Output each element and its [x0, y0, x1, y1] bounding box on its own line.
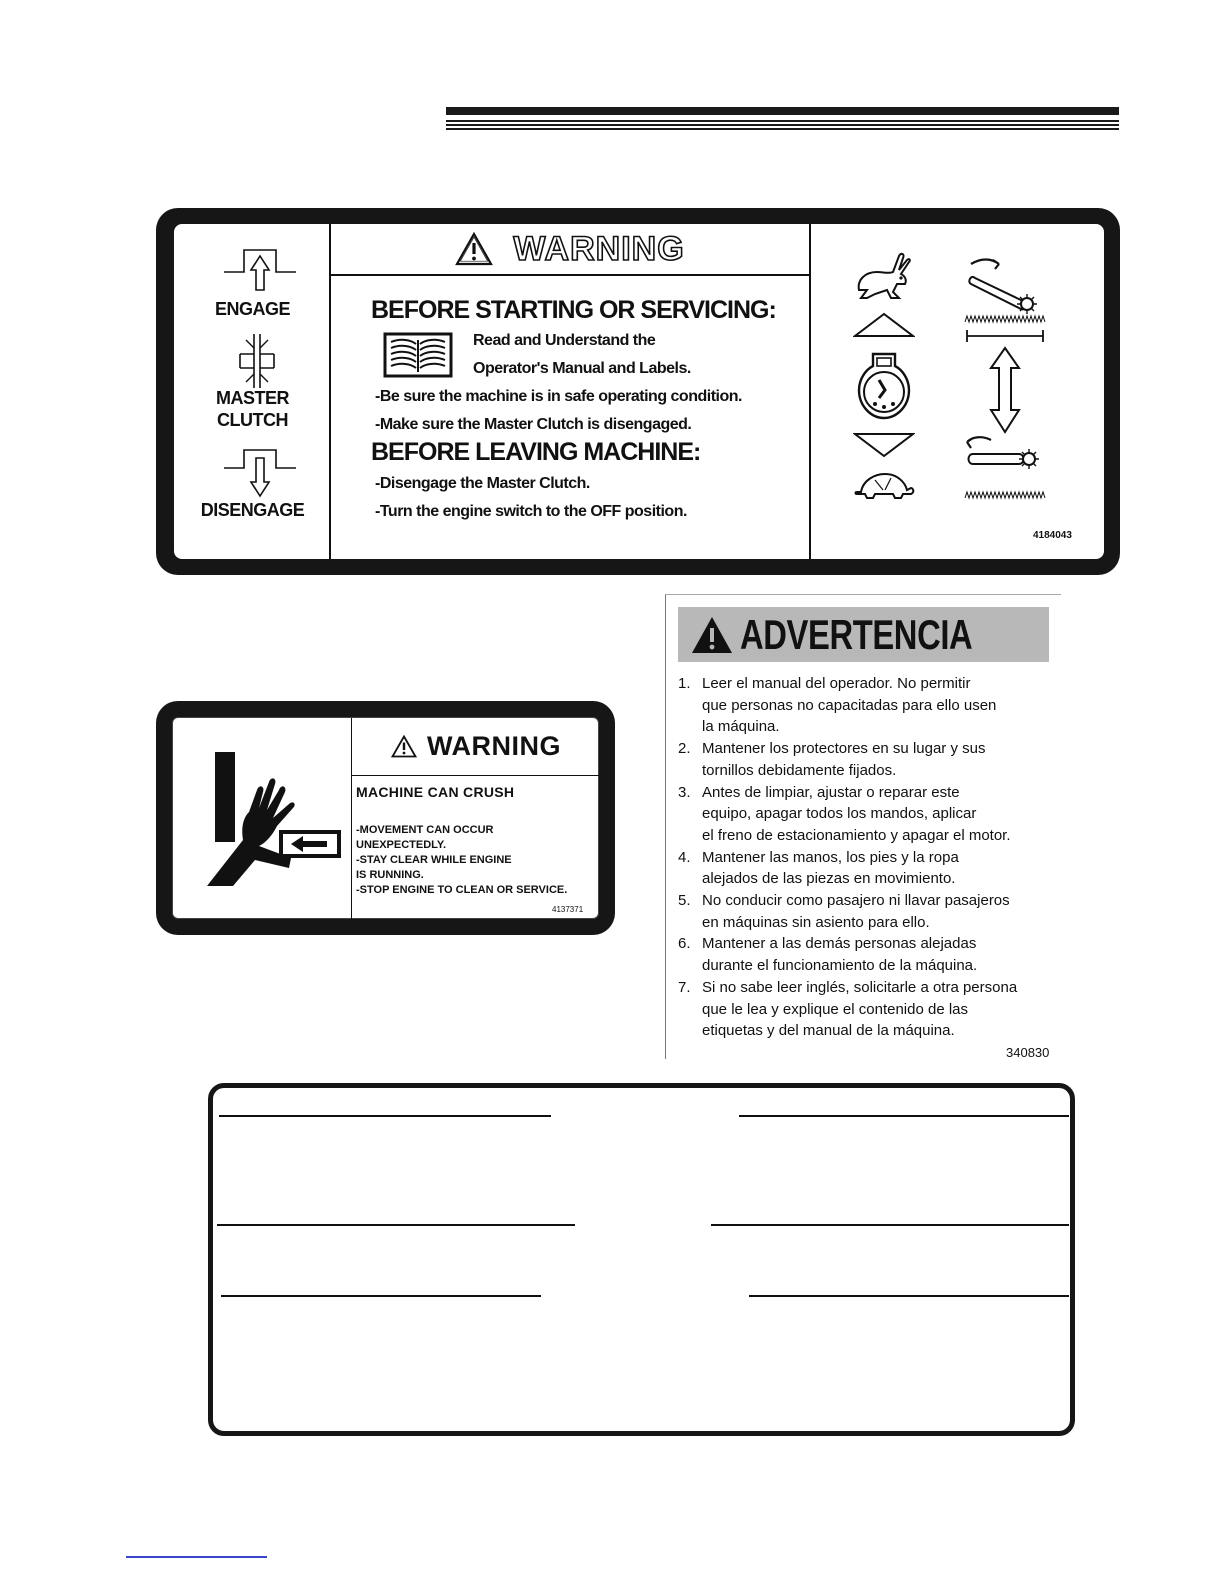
master-clutch-line: -Make sure the Master Clutch is disengaged.: [375, 416, 692, 433]
raise-deck-icon: [961, 254, 1051, 324]
disengage-clutch-line: -Disengage the Master Clutch.: [375, 475, 590, 492]
crush-line-2: UNEXPECTEDLY.: [356, 839, 447, 851]
item-number: 6.: [678, 935, 691, 953]
clutch-label: CLUTCH: [217, 410, 288, 430]
part-number-340830: 340830: [1006, 1045, 1050, 1060]
crush-line-3: -STAY CLEAR WHILE ENGINE: [356, 854, 512, 866]
rule-line: [739, 1115, 1069, 1117]
clutch-panel: [174, 224, 331, 559]
before-leaving-heading: BEFORE LEAVING MACHINE:: [371, 438, 701, 466]
warning-triangle-icon: [391, 735, 417, 758]
item-number: 2.: [678, 740, 691, 758]
header-rule-thin-1: [446, 120, 1119, 122]
advertencia-title: ADVERTENCIA: [740, 610, 973, 658]
warning-triangle-solid-icon: [690, 615, 734, 655]
advertencia-list: [678, 673, 1058, 1042]
engine-off-line: -Turn the engine switch to the OFF position.: [375, 503, 687, 520]
crush-text-panel: [351, 718, 600, 920]
triangle-down-icon: [853, 432, 915, 458]
rule-line: [219, 1115, 551, 1117]
crushing-hand-icon: [203, 748, 343, 888]
rule-line: [217, 1224, 575, 1226]
warning-title-bar: [331, 224, 809, 276]
lower-deck-icon: [961, 434, 1051, 502]
warning-decal-body: [174, 224, 1104, 559]
list-item: [678, 847, 1058, 890]
throttle-knob-icon: [857, 350, 911, 420]
item-number: 7.: [678, 978, 691, 996]
item-number: 4.: [678, 848, 691, 866]
item-text: Antes de limpiar, ajustar o reparar este equipo, apagar todos los mandos, aplicar el freno de estacionamiento y apagar el motor.: [702, 783, 1011, 844]
crush-line-4: IS RUNNING.: [356, 869, 424, 881]
item-text: Mantener las manos, los pies y la ropa alejados de las piezas en movimiento.: [702, 848, 959, 888]
item-text: Mantener a las demás personas alejadas durante el funcionamiento de la máquina.: [702, 935, 978, 975]
item-text: No conducir como pasajero ni llavar pasajeros en máquinas sin asiento para ello.: [702, 892, 1010, 931]
rule-line: [711, 1224, 1069, 1226]
advertencia-decal: [665, 594, 1061, 1059]
disengage-label: DISENGAGE: [200, 500, 305, 520]
item-text: Mantener los protectores en su lugar y sus tornillos debidamente fijados.: [702, 740, 986, 779]
item-number: 5.: [678, 892, 691, 910]
warning-triangle-icon: [455, 232, 493, 266]
crush-line-1: -MOVEMENT CAN OCCUR: [356, 824, 494, 836]
instructions-panel: [331, 224, 811, 559]
crush-line-5: -STOP ENGINE TO CLEAN OR SERVICE.: [356, 884, 568, 896]
operators-manual-line: Operator's Manual and Labels.: [473, 360, 691, 377]
read-understand-line: Read and Understand the: [473, 332, 656, 349]
list-item: [678, 977, 1058, 1042]
list-item: [678, 738, 1058, 781]
notes-box: [208, 1083, 1075, 1436]
crush-title-bar: [352, 718, 600, 776]
rabbit-fast-icon: [853, 250, 915, 302]
triangle-up-icon: [853, 312, 915, 338]
height-range-icon: [961, 328, 1051, 436]
warning-title: WARNING: [513, 229, 685, 268]
list-item: [678, 890, 1058, 933]
engage-label: ENGAGE: [214, 299, 290, 319]
manual-book-icon: [383, 332, 453, 378]
footer-link-underline[interactable]: [126, 1556, 267, 1558]
part-number-4184043: 4184043: [1033, 530, 1072, 541]
part-number-4137371: 4137371: [552, 905, 584, 914]
engage-arrow-icon: [222, 244, 298, 306]
header-rule-thin-2: [446, 124, 1119, 126]
safe-condition-line: -Be sure the machine is in safe operating condition.: [375, 388, 742, 405]
master-label: MASTER: [216, 388, 289, 408]
item-number: 3.: [678, 783, 691, 801]
disengage-arrow-icon: [222, 446, 298, 504]
advertencia-banner: [678, 607, 1049, 662]
crush-decal-body: [172, 717, 599, 919]
before-starting-heading: BEFORE STARTING OR SERVICING:: [371, 296, 776, 324]
list-item: [678, 782, 1058, 847]
header-rule-thick: [446, 107, 1119, 115]
rule-line: [749, 1295, 1069, 1297]
speed-height-panel: [811, 224, 1104, 559]
list-item: [678, 933, 1058, 976]
item-text: Si no sabe leer inglés, solicitarle a otra persona que le lea y explique el contenido de las etiquetas y del manual de la máquina.: [702, 978, 1018, 1040]
warning-decal-master-clutch: [156, 208, 1120, 575]
list-item: [678, 673, 1058, 738]
item-text: Leer el manual del operador. No permitir que personas no capacitadas para ello usen la máquina.: [702, 675, 997, 736]
master-clutch-icon: [236, 332, 278, 390]
turtle-slow-icon: [853, 470, 915, 500]
header-rule-thin-3: [446, 128, 1119, 130]
rule-line: [221, 1295, 541, 1297]
machine-can-crush: MACHINE CAN CRUSH: [356, 784, 515, 800]
item-number: 1.: [678, 675, 691, 692]
warning-decal-crush: [156, 701, 615, 935]
crush-warning-title: WARNING: [427, 731, 561, 761]
